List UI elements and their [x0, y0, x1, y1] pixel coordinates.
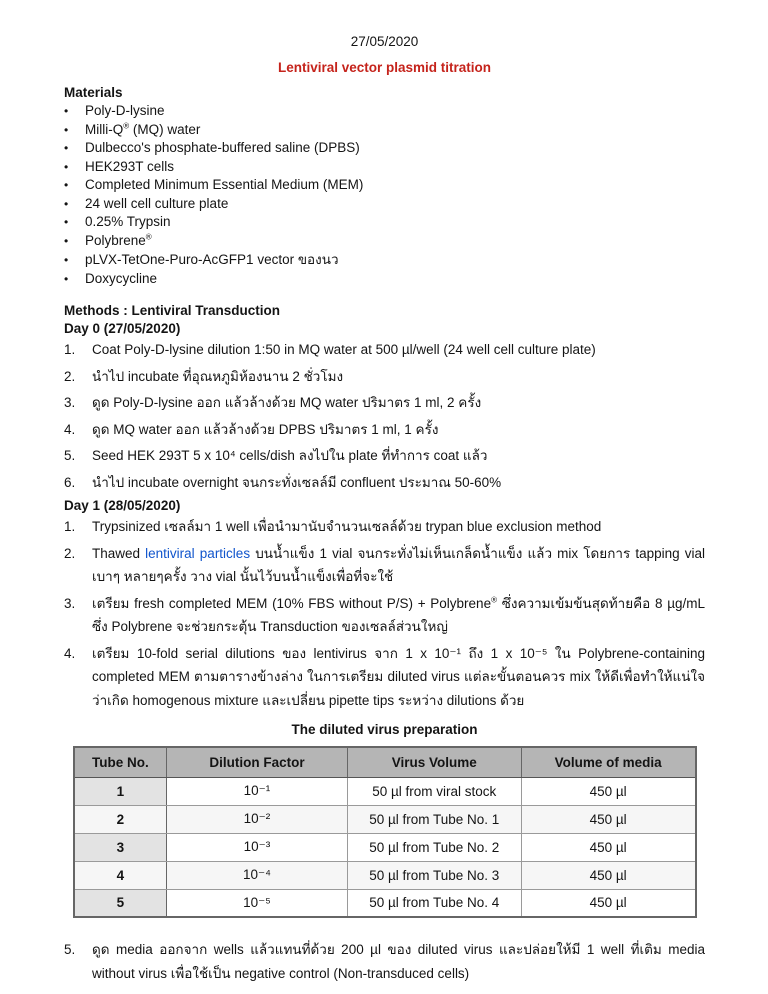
table-header-cell: Dilution Factor: [167, 747, 347, 777]
step-text-suffix: บนน้ำแข็ง 1 vial จนกระทั่งไม่เห็นเกล็ดน้ำแข็ง แล้ว mix โดยการ tapping vial เบาๆ หลายๆครั้ง วาง vial นั้นไว้บนน้ำแข็งเพื่อที่จะใช้: [92, 545, 706, 584]
step-item: [64, 418, 705, 442]
step-item: [64, 365, 705, 389]
table-row: [74, 889, 696, 917]
material-item: [64, 195, 705, 214]
step-text: ดูด MQ water ออก แล้วล้างด้วย DPBS ปริมาตร 1 ml, 1 ครั้ง: [92, 421, 439, 437]
table-cell: 450 µl: [521, 805, 695, 833]
material-item: [64, 121, 705, 140]
step-item: [64, 338, 705, 362]
table-row: [74, 777, 696, 805]
step-item: [64, 515, 705, 539]
materials-heading: Materials: [64, 85, 123, 100]
table-cell: 10⁻¹: [167, 777, 347, 805]
step-text: เตรียม fresh completed MEM (10% FBS without P/S) + Polybrene® ซึ่งความเข้มข้นสุดท้ายคือ 8 µg/mL ซึ่ง Polybrene จะช่วยกระตุ้น Transduction ของเซลล์ส่วนใหญ่: [92, 595, 706, 634]
step-text: นำไป incubate ที่อุณหภูมิห้องนาน 2 ชั่วโมง: [92, 368, 344, 384]
bullet-icon: •: [64, 196, 69, 211]
bullet-icon: •: [64, 271, 69, 286]
table-cell: 50 µl from viral stock: [347, 777, 521, 805]
material-item: [64, 102, 705, 121]
material-item-label: Doxycycline: [85, 270, 158, 286]
day0-steps: [64, 338, 705, 494]
material-item: [64, 232, 705, 251]
step-number: 2.: [64, 368, 76, 384]
bullet-icon: •: [64, 104, 69, 118]
day1-heading: Day 1 (28/05/2020): [64, 498, 181, 513]
step-item: [64, 444, 705, 468]
material-item: [64, 213, 705, 232]
material-item-label: Milli-Q® (MQ) water: [85, 121, 201, 137]
day1-steps: [64, 515, 705, 712]
step-item: [64, 471, 705, 495]
table-cell: 10⁻³: [167, 833, 347, 861]
bullet-icon: •: [64, 159, 69, 174]
step-number: 3.: [64, 395, 76, 410]
material-item: [64, 176, 705, 195]
step-item: [64, 391, 705, 415]
materials-list: [64, 102, 705, 288]
table-cell: 50 µl from Tube No. 3: [347, 861, 521, 889]
material-item-label: Poly-D-lysine: [85, 103, 165, 118]
document-date: 27/05/2020: [350, 34, 419, 49]
step-item: [64, 642, 705, 713]
table-cell: 50 µl from Tube No. 4: [347, 889, 521, 917]
material-item-label: 0.25% Trypsin: [85, 214, 171, 229]
table-cell: 4: [74, 861, 167, 889]
step-number: 5.: [64, 942, 76, 957]
step-number: 4.: [64, 645, 76, 661]
table-row: [74, 861, 696, 889]
step-text: Coat Poly-D-lysine dilution 1:50 in MQ water at 500 µl/well (24 well cell culture plate): [92, 342, 596, 357]
step-text: Seed HEK 293T 5 x 10⁴ cells/dish ลงไปใน plate ที่ทำการ coat แล้ว: [92, 448, 488, 463]
material-item: [64, 158, 705, 177]
table-cell: 3: [74, 833, 167, 861]
bullet-icon: •: [64, 122, 69, 137]
step-text: เตรียม 10-fold serial dilutions ของ lentivirus จาก 1 x 10⁻¹ ถึง 1 x 10⁻⁵ ใน Polybrene-containing completed MEM ตามตารางข้างล่าง ในการเตรียม diluted virus แต่ละขั้นตอนควร mix ให้ดีเพื่อทำให้แน่ใจว่าเกิด homogenous mixture และเปลี่ยน pipette tips ระหว่าง dilutions ด้วย: [92, 645, 705, 708]
table-header-cell: Virus Volume: [347, 747, 521, 777]
bullet-icon: •: [64, 233, 69, 248]
lentiviral-particles-link[interactable]: lentiviral particles: [145, 545, 251, 561]
document-title: Lentiviral vector plasmid titration: [277, 60, 492, 75]
step-text: ดูด Poly-D-lysine ออก แล้วล้างด้วย MQ water ปริมาตร 1 ml, 2 ครั้ง: [92, 395, 482, 410]
step-number: 1.: [64, 342, 76, 357]
bullet-icon: •: [64, 141, 69, 155]
step-number: 6.: [64, 474, 76, 490]
table-cell: 50 µl from Tube No. 1: [347, 805, 521, 833]
material-item-label: pLVX-TetOne-Puro-AcGFP1 vector ของนว: [85, 252, 339, 267]
table-cell: 10⁻²: [167, 805, 347, 833]
step-item: [64, 938, 705, 985]
table-cell: 10⁻⁴: [167, 861, 347, 889]
table-cell: 450 µl: [521, 833, 695, 861]
table-row: [74, 805, 696, 833]
step-number: 3.: [64, 595, 76, 611]
table-cell: 10⁻⁵: [167, 889, 347, 917]
material-item: [64, 270, 705, 289]
step-text: Trypsinized เซลล์มา 1 well เพื่อนำมานับจำนวนเซลล์ด้วย trypan blue exclusion method: [92, 519, 602, 534]
bullet-icon: •: [64, 178, 69, 192]
table-cell: 450 µl: [521, 861, 695, 889]
table-cell: 450 µl: [521, 777, 695, 805]
bullet-icon: •: [64, 253, 69, 267]
table-cell: 1: [74, 777, 167, 805]
table-cell: 450 µl: [521, 889, 695, 917]
table-title: The diluted virus preparation: [291, 722, 478, 737]
step-number: 4.: [64, 421, 76, 437]
table-row: [74, 833, 696, 861]
material-item: [64, 139, 705, 158]
step-item: [64, 542, 705, 589]
step-item: [64, 592, 705, 639]
step-number: 1.: [64, 519, 76, 534]
table-cell: 50 µl from Tube No. 2: [347, 833, 521, 861]
diluted-virus-table: [73, 746, 697, 918]
step-text: นำไป incubate overnight จนกระทั่งเซลล์มี confluent ประมาณ 50-60%: [92, 474, 502, 490]
material-item: [64, 251, 705, 270]
day0-heading: Day 0 (27/05/2020): [64, 321, 181, 336]
material-item-label: Completed Minimum Essential Medium (MEM): [85, 177, 364, 192]
step-number: 5.: [64, 448, 76, 463]
table-header-cell: Tube No.: [74, 747, 167, 777]
step-text: ดูด media ออกจาก wells แล้วแทนที่ด้วย 200 µl ของ diluted virus และปล่อยให้มี 1 well ที่เติม media without virus เพื่อใช้เป็น negative control (Non-transduced cells): [92, 942, 705, 981]
table-header-cell: Volume of media: [521, 747, 695, 777]
table-header-row: [74, 747, 696, 777]
methods-heading: Methods : Lentiviral Transduction: [64, 303, 281, 318]
table-cell: 5: [74, 889, 167, 917]
material-item-label: HEK293T cells: [85, 158, 175, 174]
day1-step5-list: [64, 938, 705, 985]
table-cell: 2: [74, 805, 167, 833]
material-item-label: Polybrene®: [85, 232, 152, 248]
step-number: 2.: [64, 545, 76, 561]
material-item-label: 24 well cell culture plate: [85, 195, 229, 211]
step-text: [92, 542, 705, 589]
step-text-prefix: Thawed: [92, 545, 146, 561]
material-item-label: Dulbecco's phosphate-buffered saline (DPBS): [85, 140, 360, 155]
bullet-icon: •: [64, 215, 69, 229]
